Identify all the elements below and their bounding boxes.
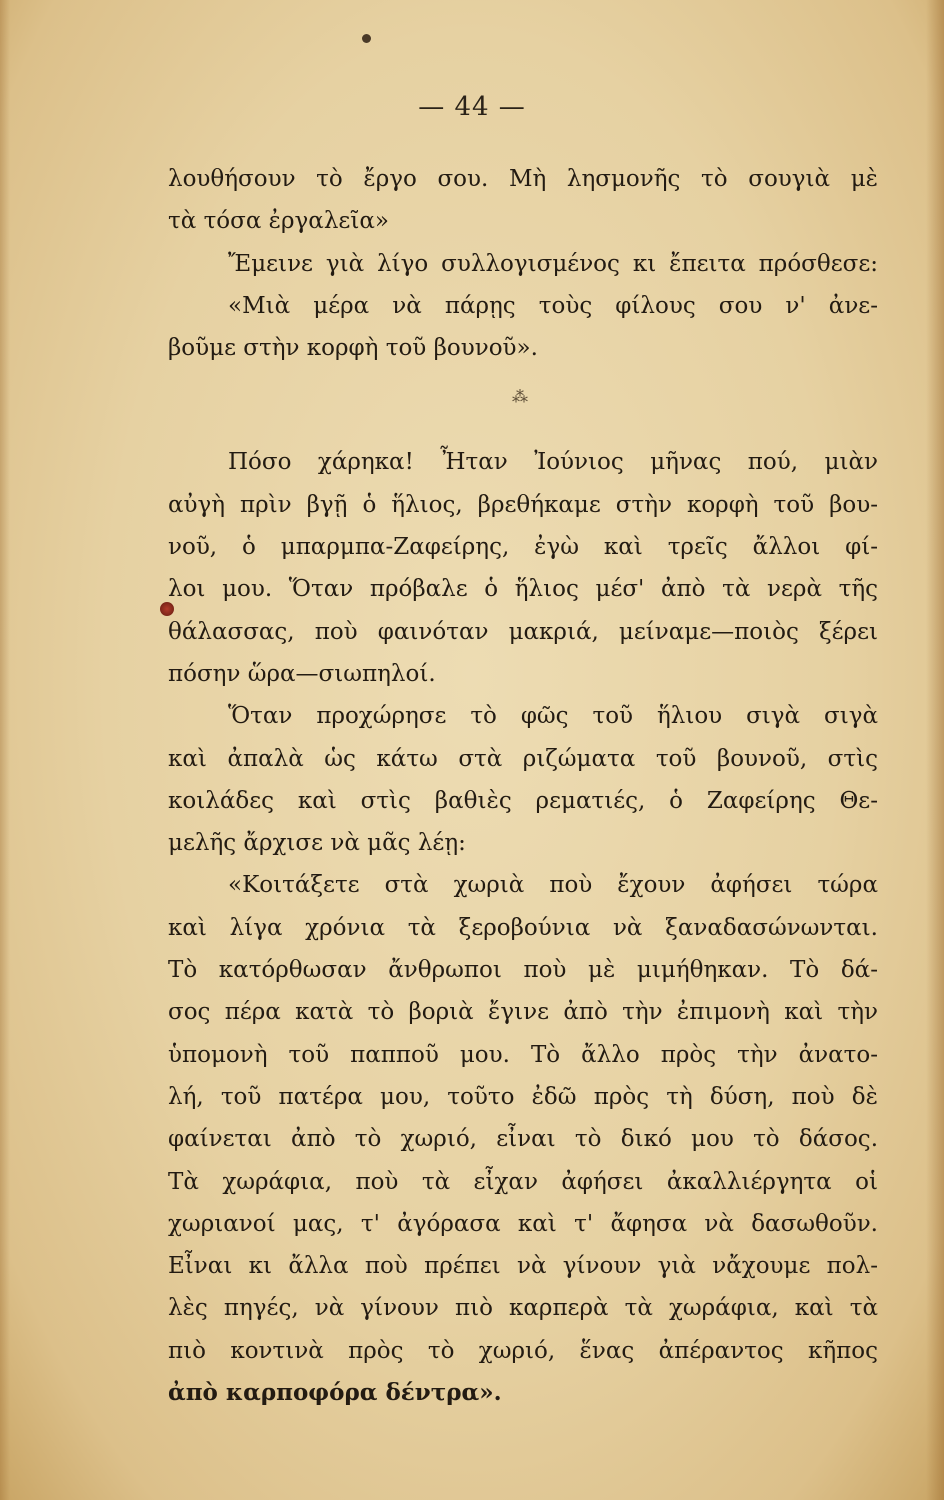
text-line: ἀπὸ καρποφόρα δέντρα».: [168, 1379, 502, 1407]
text-line: πόσην ὥρα—σιωπηλοί.: [168, 660, 436, 687]
text-line: καὶ λίγα χρόνια τὰ ξεροβούνια νὰ ξαναδασώνωνται.: [168, 914, 878, 941]
text-line: μελῆς ἄρχισε νὰ μᾶς λέῃ:: [168, 830, 466, 857]
page-edge-right: [926, 0, 944, 1500]
text-line: τὰ τόσα ἐργαλεῖα»: [168, 208, 389, 235]
text-line: φαίνεται ἀπὸ τὸ χωριό, εἶναι τὸ δικό μου τὸ δάσος.: [168, 1126, 878, 1153]
text-line: «Μιὰ μέρα νὰ πάρῃς τοὺς φίλους σου ν' ἀνε-: [228, 292, 878, 319]
ink-dot-mark: [362, 34, 371, 43]
text-line: θάλασσας, ποὺ φαινόταν μακριά, μείναμε—ποιὸς ξέρει: [168, 618, 878, 645]
text-line: Ὅταν προχώρησε τὸ φῶς τοῦ ἥλιου σιγὰ σιγὰ: [228, 703, 878, 730]
text-line: βοῦμε στὴν κορφὴ τοῦ βουνοῦ».: [168, 335, 538, 362]
body-text: [168, 158, 878, 1414]
text-line: Τὰ χωράφια, ποὺ τὰ εἶχαν ἀφήσει ἀκαλλιέργητα οἱ: [168, 1168, 878, 1195]
page-edge-left: [0, 0, 10, 1500]
section-asterism: ⁂: [512, 387, 534, 407]
page-number: — 44 —: [418, 92, 526, 122]
text-line: Ἔμεινε γιὰ λίγο συλλογισμένος κι ἔπειτα πρόσθεσε:: [228, 250, 878, 277]
text-line: κοιλάδες καὶ στὶς βαθιὲς ρεματιές, ὁ Ζαφείρης Θε-: [168, 787, 878, 814]
text-line: ὑπομονὴ τοῦ παπποῦ μου. Τὸ ἄλλο πρὸς τὴν ἀνατο-: [168, 1041, 878, 1068]
text-line: αὐγὴ πρὶν βγῇ ὁ ἥλιος, βρεθήκαμε στὴν κορφὴ τοῦ βου-: [168, 491, 878, 518]
text-line: λή, τοῦ πατέρα μου, τοῦτο ἐδῶ πρὸς τὴ δύση, ποὺ δὲ: [168, 1083, 878, 1110]
text-line: λὲς πηγές, νὰ γίνουν πιὸ καρπερὰ τὰ χωράφια, καὶ τὰ: [168, 1295, 878, 1322]
text-line: χωριανοί μας, τ' ἀγόρασα καὶ τ' ἄφησα νὰ δασωθοῦν.: [168, 1210, 878, 1237]
text-line: Τὸ κατόρθωσαν ἄνθρωποι ποὺ μὲ μιμήθηκαν. Τὸ δά-: [168, 957, 878, 984]
text-line: λοι μου. Ὅταν πρόβαλε ὁ ἥλιος μέσ' ἀπὸ τὰ νερὰ τῆς: [168, 576, 878, 603]
text-line: λουθήσουν τὸ ἔργο σου. Μὴ λησμονῆς τὸ σουγιὰ μὲ: [168, 166, 878, 192]
text-line: καὶ ἀπαλὰ ὡς κάτω στὰ ριζώματα τοῦ βουνοῦ, στὶς: [168, 745, 878, 772]
text-line: Εἶναι κι ἄλλα ποὺ πρέπει νὰ γίνουν γιὰ νἄχουμε πολ-: [168, 1253, 878, 1280]
text-line: σος πέρα κατὰ τὸ βοριὰ ἔγινε ἀπὸ τὴν ἐπιμονὴ καὶ τὴν: [168, 999, 878, 1026]
text-line: «Κοιτάξετε στὰ χωριὰ ποὺ ἔχουν ἀφήσει τώρα: [228, 872, 878, 899]
text-line: πιὸ κοντινὰ πρὸς τὸ χωριό, ἕνας ἀπέραντος κῆπος: [168, 1337, 878, 1364]
text-line: νοῦ, ὁ μπαρμπα-Ζαφείρης, ἐγὼ καὶ τρεῖς ἄλλοι φί-: [168, 534, 878, 561]
text-line: Πόσο χάρηκα! Ἦταν Ἰούνιος μῆνας πού, μιὰν: [228, 449, 878, 476]
